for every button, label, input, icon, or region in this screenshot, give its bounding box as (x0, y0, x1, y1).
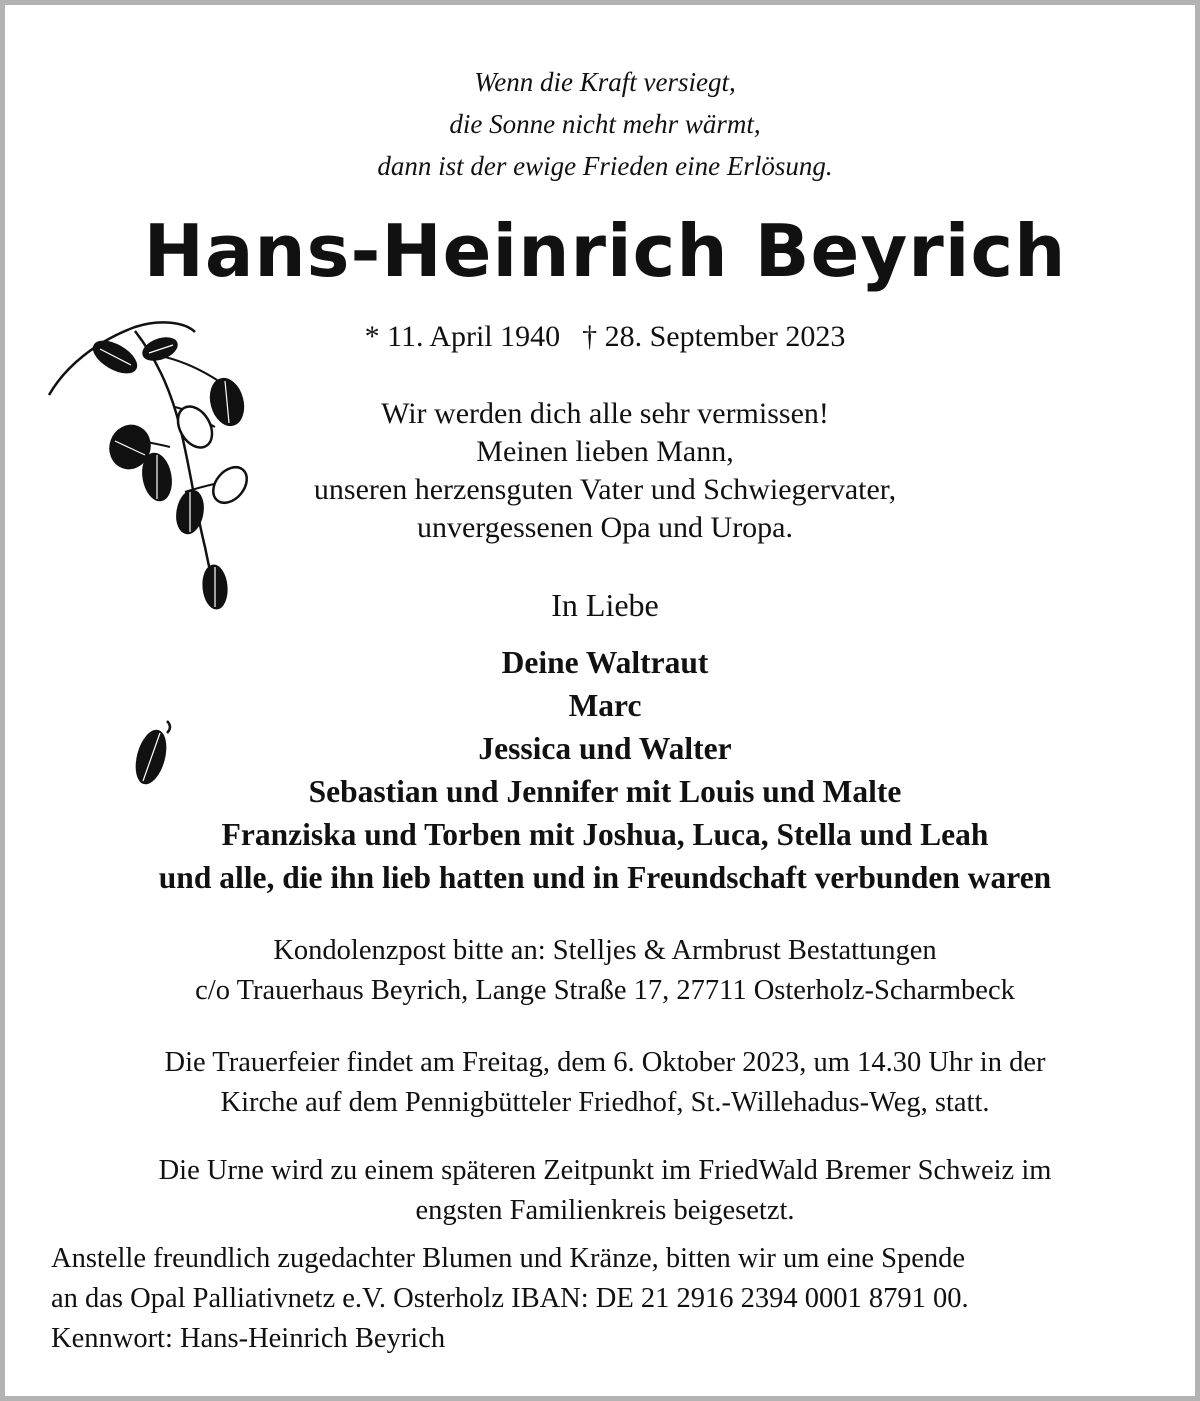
message-line: unvergessenen Opa und Uropa. (416, 511, 793, 544)
quote-line: Wenn die Kraft versiegt, (474, 67, 736, 97)
family-line: Jessica und Walter (478, 731, 732, 766)
family-line: Franziska und Torben mit Joshua, Luca, Stella und Leah (221, 817, 989, 852)
quote-block (5, 61, 1200, 187)
family-line: und alle, die ihn lieb hatten und in Freundschaft verbunden waren (158, 860, 1052, 895)
urn-info (5, 1151, 1200, 1231)
family-signatures (5, 641, 1200, 899)
family-line: Sebastian und Jennifer mit Louis und Malte (308, 774, 902, 809)
deceased-name: Hans-Heinrich Beyrich (143, 209, 1067, 293)
donation-line: an das Opal Palliativnetz e.V. Osterholz IBAN: DE 21 2916 2394 0001 8791 00. (51, 1283, 969, 1314)
donation-request (51, 1239, 1171, 1359)
urn-line: Die Urne wird zu einem späteren Zeitpunkt im FriedWald Bremer Schweiz im (158, 1155, 1052, 1186)
funeral-line: Kirche auf dem Pennigbütteler Friedhof, St.-Willehadus-Weg, statt. (220, 1087, 990, 1118)
urn-line: engsten Familienkreis beigesetzt. (415, 1195, 795, 1226)
birth-date: * 11. April 1940 (364, 320, 561, 353)
quote-line: die Sonne nicht mehr wärmt, (449, 109, 761, 139)
family-line: Deine Waltraut (501, 645, 709, 680)
closing-phrase: In Liebe (551, 587, 659, 623)
donation-line: Kennwort: Hans-Heinrich Beyrich (51, 1323, 446, 1354)
message-block (5, 395, 1200, 547)
death-date: † 28. September 2023 (582, 320, 846, 353)
funeral-line: Die Trauerfeier findet am Freitag, dem 6. Oktober 2023, um 14.30 Uhr in der (164, 1047, 1046, 1078)
quote-line: dann ist der ewige Frieden eine Erlösung. (377, 151, 833, 181)
donation-line: Anstelle freundlich zugedachter Blumen und Kränze, bitten wir um eine Spende (51, 1243, 966, 1274)
message-line: Wir werden dich alle sehr vermissen! (381, 397, 829, 430)
message-line: Meinen lieben Mann, (476, 435, 734, 468)
condolence-line: Kondolenzpost bitte an: Stelljes & Armbrust Bestattungen (273, 935, 937, 966)
funeral-info (5, 1043, 1200, 1123)
message-line: unseren herzensguten Vater und Schwiegervater, (313, 473, 897, 506)
condolence-address (5, 931, 1200, 1011)
family-line: Marc (568, 688, 642, 723)
condolence-line: c/o Trauerhaus Beyrich, Lange Straße 17, 27711 Osterholz-Scharmbeck (195, 975, 1015, 1006)
